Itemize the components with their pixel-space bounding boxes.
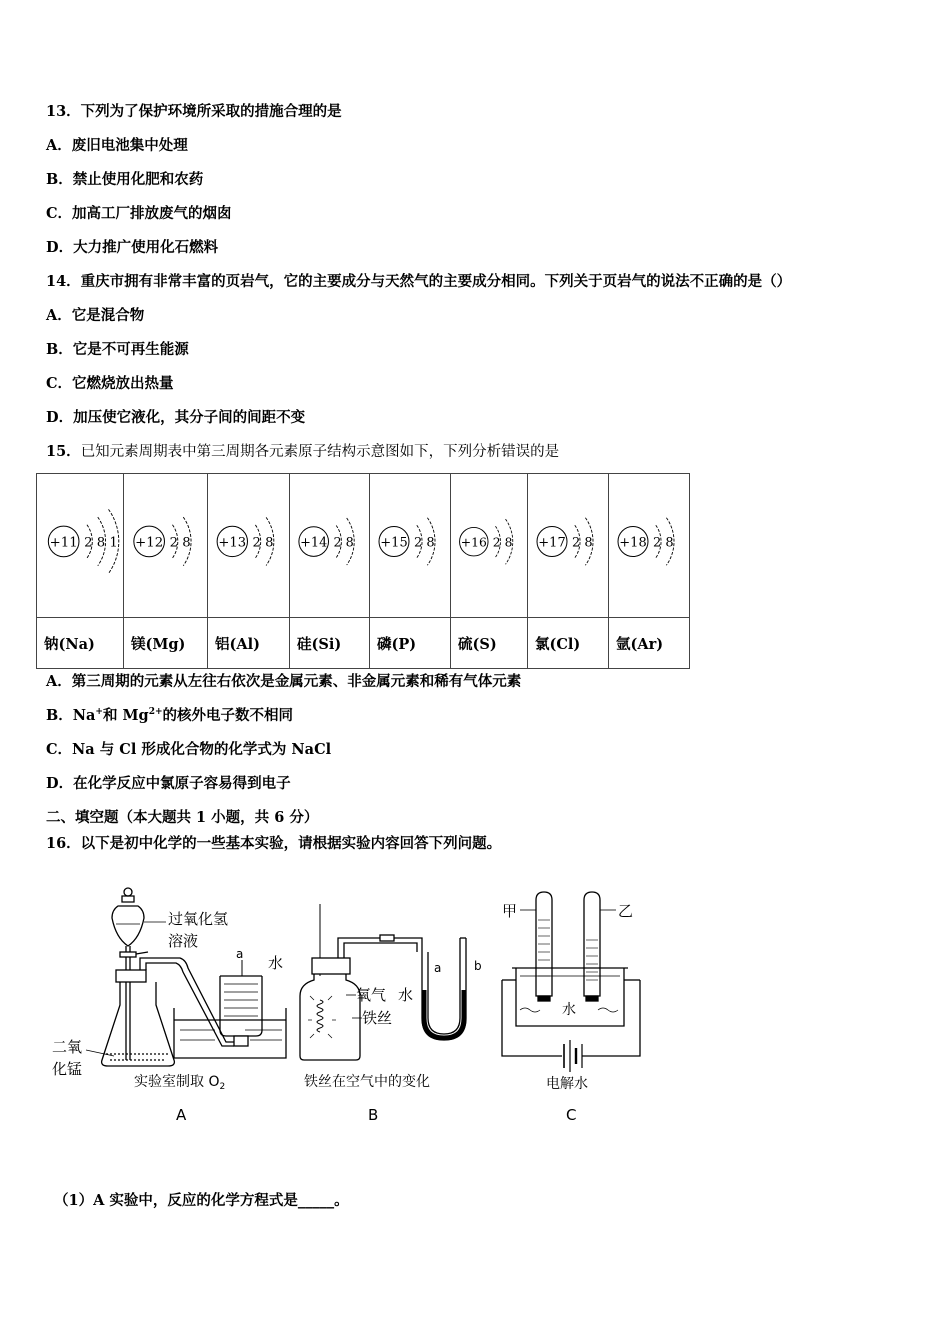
q16-subquestion-1: （1）A 实验中，反应的化学方程式是_____。 [54,1192,349,1209]
atom-cell-si [290,474,370,618]
element-name: 磷(P) [370,618,451,669]
experiment-apparatus-figure [50,880,650,1130]
label-b: b [474,959,482,973]
figure-c-caption: 电解水 [546,1076,588,1092]
q14-option-c: C．它燃烧放出热量 [46,375,174,392]
q15-option-d: D．在化学反应中氯原子容易得到电子 [46,775,291,792]
element-name: 氯(Cl) [528,618,609,669]
atom-cell-na [37,474,124,618]
figure-b [300,904,482,1124]
electrode-jia [538,996,550,1001]
label-yi: 乙 [618,902,634,920]
label-jia: 甲 [502,902,518,920]
atom-cell-al [208,474,290,618]
figure-c-letter: C [566,1106,577,1124]
electron-counts: 2 8 [653,535,674,551]
mno2-label-line2: 化锰 [52,1060,83,1078]
water-trough-icon [174,1008,286,1058]
atom-diagram-row [37,474,690,618]
electron-counts: 2 8 [169,535,191,551]
circuit-wire-right [582,980,640,1056]
mno2-label-line1: 二氧 [52,1038,83,1056]
atom-cell-mg [124,474,208,618]
q13-stem: 13．下列为了保护环境所采取的措施合理的是 [46,103,342,120]
atom-cell-s [451,474,528,618]
figure-b-letter: B [368,1106,379,1124]
electron-counts: 2 8 [492,535,513,550]
circuit-wire-left [502,980,562,1056]
bottle-stopper-icon [312,958,350,974]
h2o2-label-line1: 过氧化氢 [168,910,229,928]
q15-option-b [46,706,293,726]
q14-option-a: A．它是混合物 [46,307,145,324]
element-name: 镁(Mg) [124,618,208,669]
electron-counts: 2 8 [572,535,593,551]
q14-option-b: B．它是不可再生能源 [46,341,189,358]
nucleus-charge: +16 [460,535,487,550]
atom-cell-cl [528,474,609,618]
water-label: 水 [268,954,284,972]
q15-text: 已知元素周期表中第三周期各元素原子结构示意图如下，下列分析错误的是 [80,444,560,460]
q15-b-mid: 和 Mg [102,707,149,724]
nucleus-charge: +15 [380,535,408,551]
electron-counts: 2 8 1 [84,535,118,551]
nucleus-charge: +12 [135,535,164,551]
oxygen-label: 氧气 [356,986,387,1004]
element-name-row [37,618,690,669]
q15-b-sup1: + [95,707,103,717]
q15-option-a: A．第三周期的元素从左往右依次是金属元素、非金属元素和稀有气体元素 [46,673,522,690]
label-a: a [434,961,442,975]
element-name: 钠(Na) [37,618,124,669]
h2o2-label-line2: 溶液 [168,932,199,950]
q15-number: 15． [46,443,81,460]
nucleus-charge: +18 [619,535,647,551]
atomic-structure-table [36,473,690,669]
element-name: 氩(Ar) [609,618,690,669]
electron-counts: 2 8 [414,535,435,551]
atom-diagram [290,474,369,617]
q14-stem: 14．重庆市拥有非常丰富的页岩气，它的主要成分与天然气的主要成分相同。下列关于页岩气的说法不正确的是（） [46,273,792,290]
nucleus-charge: +11 [49,535,78,551]
atom-diagram [609,474,689,617]
gas-collection-bottle-icon [220,976,262,1036]
q13-option-d: D．大力推广使用化石燃料 [46,239,219,256]
q15-b-sup2: 2+ [148,707,163,717]
q13-option-c: C．加高工厂排放废气的烟囱 [46,205,232,222]
atom-diagram [370,474,450,617]
q16-stem: 16．以下是初中化学的一些基本实验，请根据实验内容回答下列问题。 [46,835,502,852]
figure-b-caption: 铁丝在空气中的变化 [304,1074,430,1090]
atom-diagram [451,474,527,617]
figure-c [502,892,640,1124]
nucleus-charge: +17 [538,535,566,551]
electron-counts: 2 8 [333,535,354,551]
figure-a-letter: A [176,1106,187,1124]
q15-b-pre: B．Na [46,707,96,724]
q15-stem [46,442,559,462]
q13-option-a: A．废旧电池集中处理 [46,137,188,154]
figure-a [52,888,286,1124]
q15-b-post: 的核外电子数不相同 [162,707,294,724]
element-name: 硅(Si) [290,618,370,669]
q14-option-d: D．加压使它液化，其分子间的间距不变 [46,409,306,426]
section-heading: 二、填空题（本大题共 1 小题，共 6 分） [46,809,319,826]
iron-wire-label: 铁丝 [362,1009,393,1027]
label-a: a [236,947,244,961]
atom-cell-p [370,474,451,618]
figure-a-caption: 实验室制取 $O_2$ [134,1074,226,1092]
atom-diagram [528,474,608,617]
element-name: 铝(Al) [208,618,290,669]
water-label: 水 [398,986,414,1004]
iron-wire-coil-icon [317,1000,323,1032]
q13-option-b: B．禁止使用化肥和农药 [46,171,204,188]
nucleus-charge: +14 [300,535,328,551]
q15-option-c: C．Na 与 Cl 形成化合物的化学式为 NaCl [46,741,332,758]
funnel-stopper-icon [124,888,132,896]
electrode-yi [586,996,598,1001]
separatory-funnel-icon [112,906,144,946]
nucleus-charge: +13 [218,535,247,551]
reaction-bottle-icon [300,974,360,1060]
test-tube-yi-icon [584,892,600,996]
atom-cell-ar [609,474,690,618]
water-label: 水 [562,1002,576,1018]
element-name: 硫(S) [451,618,528,669]
atom-diagram [208,474,289,617]
atom-diagram [124,474,207,617]
atom-diagram [37,474,123,617]
electron-counts: 2 8 [252,535,274,551]
